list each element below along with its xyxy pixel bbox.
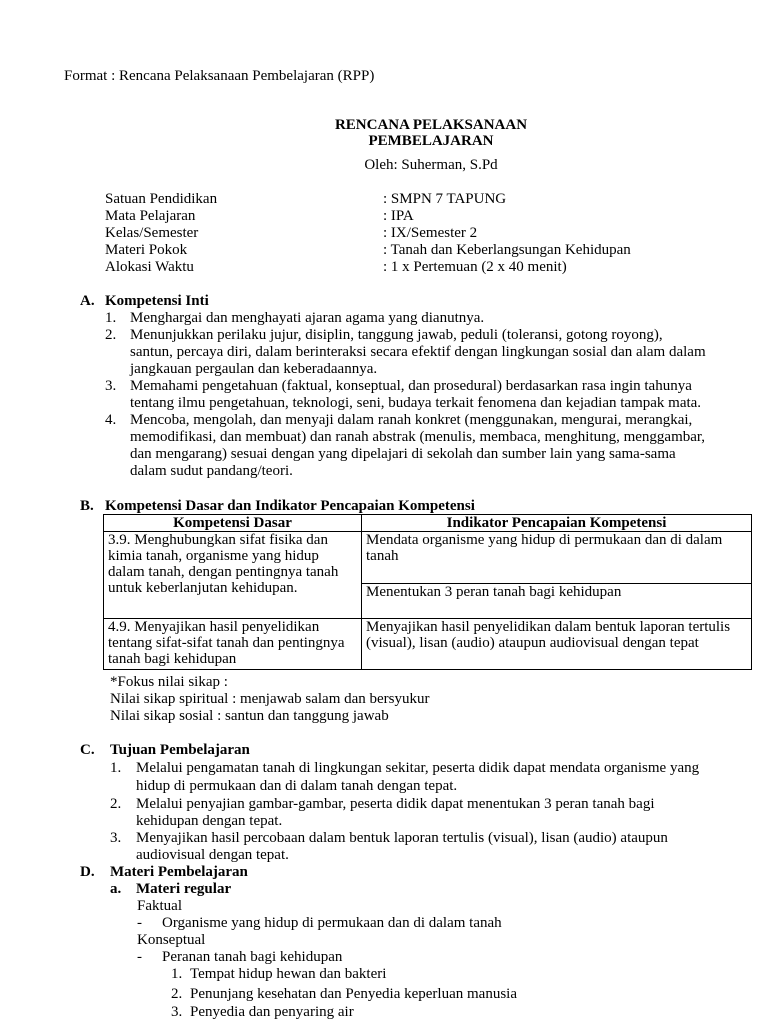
- identity-label: Materi Pokok: [105, 242, 188, 258]
- list-number: 3.: [105, 378, 117, 394]
- section-letter: A.: [80, 293, 95, 309]
- author-line: Oleh: Suherman, S.Pd: [364, 157, 498, 173]
- list-item-text: Tempat hidup hewan dan bakteri: [190, 966, 387, 982]
- identity-label: Mata Pelajaran: [105, 208, 196, 224]
- identity-label: Satuan Pendidikan: [105, 191, 218, 207]
- ipk-cell: Mendata organisme yang hidup di permukaan dan di dalam tanah: [362, 532, 752, 584]
- section-letter: D.: [80, 864, 95, 880]
- document-title-line2: PEMBELAJARAN: [368, 133, 494, 149]
- ipk-cell: Menyajikan hasil penyelidikan dalam bentuk laporan tertulis (visual), lisan (audio) ataupun audiovisual dengan tepat: [362, 619, 752, 670]
- table-header-cell: Kompetensi Dasar: [104, 515, 362, 532]
- list-item-text: Melalui penyajian gambar-gambar, peserta didik dapat menentukan 3 peran tanah bagi: [136, 796, 655, 812]
- material-category: Konseptual: [137, 932, 206, 948]
- list-item-text: Mencoba, mengolah, dan menyaji dalam ranah konkret (menggunakan, mengurai, merangkai,: [130, 412, 693, 428]
- list-item-text: Penunjang kesehatan dan Penyedia keperluan manusia: [190, 986, 517, 1002]
- identity-label: Alokasi Waktu: [105, 259, 194, 275]
- list-item-text: audiovisual dengan tepat.: [136, 847, 289, 863]
- table-header-row: [104, 515, 752, 532]
- attitude-note: Nilai sikap sosial : santun dan tanggung jawab: [110, 708, 389, 724]
- section-heading: Tujuan Pembelajaran: [110, 742, 250, 758]
- material-category: Faktual: [137, 898, 182, 914]
- identity-value: : IPA: [383, 208, 414, 224]
- list-number: 2.: [105, 327, 117, 343]
- list-item-text: Menyajikan hasil percobaan dalam bentuk laporan tertulis (visual), lisan (audio) ataupun: [136, 830, 668, 846]
- section-letter: B.: [80, 498, 94, 514]
- dash-bullet: -: [137, 915, 142, 931]
- list-number: 1.: [171, 966, 183, 982]
- list-item-text: Menghargai dan menghayati ajaran agama yang dianutnya.: [130, 310, 485, 326]
- material-item: Organisme yang hidup di permukaan dan di dalam tanah: [162, 915, 502, 931]
- table-header-cell: Indikator Pencapaian Kompetensi: [362, 515, 752, 532]
- list-item-text: santun, percaya diri, dalam berinteraksi secara efektif dengan lingkungan sosial dan alam dalam: [130, 344, 706, 360]
- identity-label: Kelas/Semester: [105, 225, 199, 241]
- list-item-text: dalam sudut pandang/teori.: [130, 463, 293, 479]
- list-item-text: Menunjukkan perilaku jujur, disiplin, tanggung jawab, peduli (toleransi, gotong royong),: [130, 327, 663, 343]
- subsection-letter: a.: [110, 881, 122, 897]
- identity-value: : Tanah dan Keberlangsungan Kehidupan: [383, 242, 631, 258]
- list-number: 2.: [171, 986, 183, 1002]
- list-item-text: kehidupan dengan tepat.: [136, 813, 283, 829]
- section-heading: Kompetensi Inti: [105, 293, 209, 309]
- section-heading: Kompetensi Dasar dan Indikator Pencapaian Kompetensi: [105, 498, 475, 514]
- kd-cell: 4.9. Menyajikan hasil penyelidikan tentang sifat-sifat tanah dan pentingnya tanah bagi kehidupan: [104, 619, 362, 670]
- attitude-note: *Fokus nilai sikap :: [110, 674, 228, 690]
- identity-value: : IX/Semester 2: [383, 225, 478, 241]
- list-item-text: memodifikasi, dan membuat) dan ranah abstrak (menulis, membaca, menghitung, menggambar,: [130, 429, 706, 445]
- competency-table: [103, 514, 752, 670]
- document-title-line1: RENCANA PELAKSANAAN: [334, 117, 528, 133]
- identity-value: : SMPN 7 TAPUNG: [383, 191, 507, 207]
- identity-value: : 1 x Pertemuan (2 x 40 menit): [383, 259, 567, 275]
- list-number: 2.: [110, 796, 122, 812]
- list-number: 1.: [105, 310, 117, 326]
- list-item-text: Melalui pengamatan tanah di lingkungan sekitar, peserta didik dapat mendata organisme yang: [136, 760, 700, 776]
- subsection-heading: Materi regular: [136, 881, 232, 897]
- list-item-text: tentang ilmu pengetahuan, teknologi, seni, budaya terkait fenomena dan kejadian tampak mata.: [130, 395, 702, 411]
- attitude-note: Nilai sikap spiritual : menjawab salam dan bersyukur: [110, 691, 430, 707]
- section-letter: C.: [80, 742, 95, 758]
- list-number: 3.: [110, 830, 122, 846]
- list-item-text: Penyedia dan penyaring air: [190, 1004, 354, 1020]
- list-item-text: Memahami pengetahuan (faktual, konseptual, dan prosedural) berdasarkan rasa ingin tahunya: [130, 378, 692, 394]
- dash-bullet: -: [137, 949, 142, 965]
- ipk-cell: Menentukan 3 peran tanah bagi kehidupan: [362, 584, 752, 619]
- section-heading: Materi Pembelajaran: [110, 864, 248, 880]
- table-row: [104, 532, 752, 584]
- list-item-text: jangkauan pergaulan dan keberadaannya.: [130, 361, 378, 377]
- format-line: Format : Rencana Pelaksanaan Pembelajaran (RPP): [64, 68, 375, 84]
- list-item-text: dan mengarang) sesuai dengan yang dipelajari di sekolah dan sumber lain yang sama-sama: [130, 446, 676, 462]
- material-item: Peranan tanah bagi kehidupan: [162, 949, 343, 965]
- list-number: 3.: [171, 1004, 183, 1020]
- list-number: 4.: [105, 412, 117, 428]
- list-number: 1.: [110, 760, 122, 776]
- list-item-text: hidup di permukaan dan di dalam tanah dengan tepat.: [136, 778, 458, 794]
- kd-cell: 3.9. Menghubungkan sifat fisika dan kimia tanah, organisme yang hidup dalam tanah, dengan pentingnya tanah untuk keberlanjutan kehidupan.: [104, 532, 362, 619]
- table-row: [104, 619, 752, 670]
